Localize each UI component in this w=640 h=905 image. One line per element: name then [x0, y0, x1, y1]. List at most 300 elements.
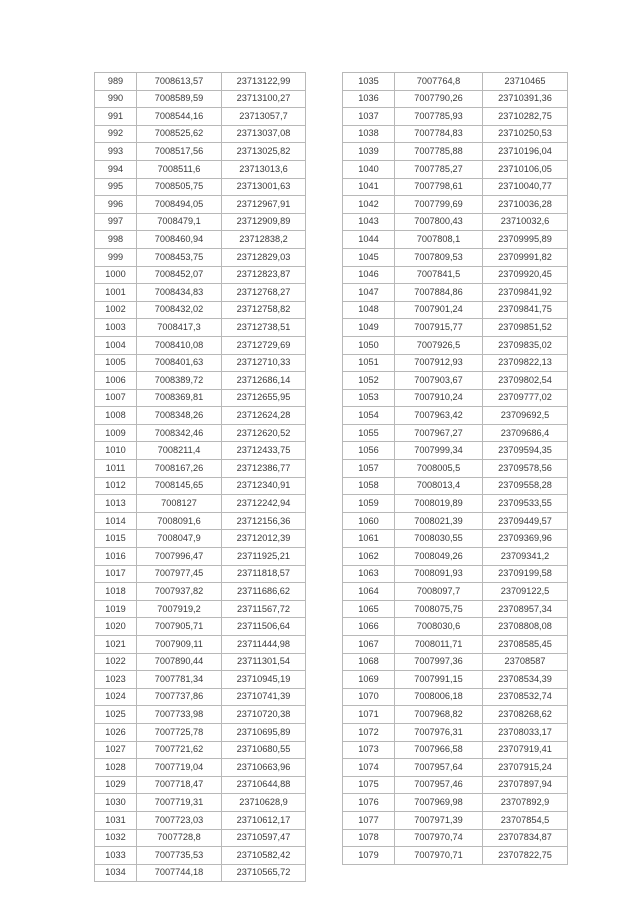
y-coordinate-cell: 23712729,69: [222, 336, 306, 354]
table-row: [95, 424, 306, 442]
point-number-cell: 1001: [95, 284, 137, 302]
x-coordinate-cell: 7007790,26: [395, 90, 483, 108]
y-coordinate-cell: 23711301,54: [222, 653, 306, 671]
table-row: [343, 73, 568, 91]
y-coordinate-cell: 23708585,45: [483, 636, 568, 654]
point-number-cell: 1055: [343, 424, 395, 442]
x-coordinate-cell: 7007719,31: [137, 794, 222, 812]
point-number-cell: 1032: [95, 829, 137, 847]
x-coordinate-cell: 7007781,34: [137, 671, 222, 689]
x-coordinate-cell: 7008091,93: [395, 565, 483, 583]
x-coordinate-cell: 7008417,3: [137, 319, 222, 337]
y-coordinate-cell: 23710612,17: [222, 811, 306, 829]
point-number-cell: 1019: [95, 600, 137, 618]
y-coordinate-cell: 23711925,21: [222, 548, 306, 566]
point-number-cell: 998: [95, 231, 137, 249]
x-coordinate-cell: 7008479,1: [137, 213, 222, 231]
point-number-cell: 994: [95, 160, 137, 178]
point-number-cell: 1064: [343, 583, 395, 601]
point-number-cell: 1054: [343, 407, 395, 425]
x-coordinate-cell: 7007970,74: [395, 829, 483, 847]
point-number-cell: 1046: [343, 266, 395, 284]
coordinates-table-right: [342, 72, 568, 865]
y-coordinate-cell: 23709920,45: [483, 266, 568, 284]
y-coordinate-cell: 23709841,75: [483, 301, 568, 319]
table-row: [343, 653, 568, 671]
x-coordinate-cell: 7008091,6: [137, 512, 222, 530]
x-coordinate-cell: 7008030,6: [395, 618, 483, 636]
table-row: [95, 372, 306, 390]
table-row: [343, 90, 568, 108]
table-row: [343, 618, 568, 636]
x-coordinate-cell: 7008075,75: [395, 600, 483, 618]
point-number-cell: 1079: [343, 847, 395, 865]
y-coordinate-cell: 23711506,64: [222, 618, 306, 636]
point-number-cell: 1021: [95, 636, 137, 654]
table-row: [95, 354, 306, 372]
table-row: [95, 389, 306, 407]
x-coordinate-cell: 7007919,2: [137, 600, 222, 618]
x-coordinate-cell: 7008013,4: [395, 477, 483, 495]
y-coordinate-cell: 23712620,52: [222, 424, 306, 442]
x-coordinate-cell: 7007991,15: [395, 671, 483, 689]
y-coordinate-cell: 23709341,2: [483, 548, 568, 566]
table-row: [343, 741, 568, 759]
point-number-cell: 1074: [343, 759, 395, 777]
table-row: [343, 759, 568, 777]
y-coordinate-cell: 23712340,91: [222, 477, 306, 495]
y-coordinate-cell: 23708268,62: [483, 706, 568, 724]
table-row: [95, 565, 306, 583]
table-row: [343, 266, 568, 284]
x-coordinate-cell: 7008544,16: [137, 108, 222, 126]
table-row: [343, 636, 568, 654]
y-coordinate-cell: 23712758,82: [222, 301, 306, 319]
y-coordinate-cell: 23712909,89: [222, 213, 306, 231]
point-number-cell: 1022: [95, 653, 137, 671]
x-coordinate-cell: 7007800,43: [395, 213, 483, 231]
x-coordinate-cell: 7007957,46: [395, 776, 483, 794]
y-coordinate-cell: 23709594,35: [483, 442, 568, 460]
x-coordinate-cell: 7008432,02: [137, 301, 222, 319]
table-row: [95, 776, 306, 794]
y-coordinate-cell: 23712655,95: [222, 389, 306, 407]
y-coordinate-cell: 23712156,36: [222, 512, 306, 530]
table-row: [343, 495, 568, 513]
point-number-cell: 1040: [343, 160, 395, 178]
x-coordinate-cell: 7007926,5: [395, 336, 483, 354]
table-row: [343, 811, 568, 829]
table-row: [95, 477, 306, 495]
x-coordinate-cell: 7008145,65: [137, 477, 222, 495]
x-coordinate-cell: 7007903,67: [395, 372, 483, 390]
x-coordinate-cell: 7007937,82: [137, 583, 222, 601]
table-row: [95, 178, 306, 196]
point-number-cell: 1078: [343, 829, 395, 847]
table-row: [95, 706, 306, 724]
y-coordinate-cell: 23710282,75: [483, 108, 568, 126]
point-number-cell: 1075: [343, 776, 395, 794]
y-coordinate-cell: 23709122,5: [483, 583, 568, 601]
y-coordinate-cell: 23710663,96: [222, 759, 306, 777]
x-coordinate-cell: 7008005,5: [395, 460, 483, 478]
y-coordinate-cell: 23709841,92: [483, 284, 568, 302]
point-number-cell: 1018: [95, 583, 137, 601]
y-coordinate-cell: 23710741,39: [222, 688, 306, 706]
x-coordinate-cell: 7007970,71: [395, 847, 483, 865]
table-row: [95, 460, 306, 478]
point-number-cell: 1007: [95, 389, 137, 407]
table-row: [343, 108, 568, 126]
x-coordinate-cell: 7007901,24: [395, 301, 483, 319]
x-coordinate-cell: 7008019,89: [395, 495, 483, 513]
point-number-cell: 1060: [343, 512, 395, 530]
x-coordinate-cell: 7007721,62: [137, 741, 222, 759]
coordinates-table-left: [94, 72, 306, 882]
table-row: [95, 512, 306, 530]
x-coordinate-cell: 7007728,8: [137, 829, 222, 847]
point-number-cell: 1059: [343, 495, 395, 513]
table-row: [343, 671, 568, 689]
point-number-cell: 995: [95, 178, 137, 196]
table-row: [343, 389, 568, 407]
point-number-cell: 992: [95, 125, 137, 143]
point-number-cell: 1065: [343, 600, 395, 618]
y-coordinate-cell: 23711567,72: [222, 600, 306, 618]
table-row: [95, 442, 306, 460]
x-coordinate-cell: 7007912,93: [395, 354, 483, 372]
table-body: [95, 73, 306, 882]
table-row: [95, 723, 306, 741]
y-coordinate-cell: 23708033,17: [483, 723, 568, 741]
x-coordinate-cell: 7007725,78: [137, 723, 222, 741]
point-number-cell: 1072: [343, 723, 395, 741]
table-row: [343, 231, 568, 249]
table-row: [95, 671, 306, 689]
point-number-cell: 997: [95, 213, 137, 231]
point-number-cell: 1071: [343, 706, 395, 724]
x-coordinate-cell: 7007890,44: [137, 653, 222, 671]
table-row: [343, 583, 568, 601]
table-row: [95, 495, 306, 513]
point-number-cell: 1037: [343, 108, 395, 126]
point-number-cell: 1070: [343, 688, 395, 706]
y-coordinate-cell: 23708957,34: [483, 600, 568, 618]
y-coordinate-cell: 23710720,38: [222, 706, 306, 724]
point-number-cell: 1010: [95, 442, 137, 460]
x-coordinate-cell: 7008011,71: [395, 636, 483, 654]
point-number-cell: 1050: [343, 336, 395, 354]
point-number-cell: 1023: [95, 671, 137, 689]
y-coordinate-cell: 23712838,2: [222, 231, 306, 249]
x-coordinate-cell: 7008342,46: [137, 424, 222, 442]
y-coordinate-cell: 23713122,99: [222, 73, 306, 91]
point-number-cell: 1036: [343, 90, 395, 108]
y-coordinate-cell: 23709851,52: [483, 319, 568, 337]
point-number-cell: 1043: [343, 213, 395, 231]
y-coordinate-cell: 23710945,19: [222, 671, 306, 689]
y-coordinate-cell: 23710032,6: [483, 213, 568, 231]
table-row: [95, 548, 306, 566]
y-coordinate-cell: 23713025,82: [222, 143, 306, 161]
x-coordinate-cell: 7008167,26: [137, 460, 222, 478]
table-row: [95, 248, 306, 266]
point-number-cell: 1009: [95, 424, 137, 442]
x-coordinate-cell: 7007737,86: [137, 688, 222, 706]
y-coordinate-cell: 23708587: [483, 653, 568, 671]
y-coordinate-cell: 23709369,96: [483, 530, 568, 548]
table-row: [343, 600, 568, 618]
x-coordinate-cell: 7007798,61: [395, 178, 483, 196]
y-coordinate-cell: 23710250,53: [483, 125, 568, 143]
y-coordinate-cell: 23707919,41: [483, 741, 568, 759]
point-number-cell: 1020: [95, 618, 137, 636]
table-row: [343, 829, 568, 847]
point-number-cell: 1063: [343, 565, 395, 583]
table-row: [343, 776, 568, 794]
y-coordinate-cell: 23710644,88: [222, 776, 306, 794]
y-coordinate-cell: 23708532,74: [483, 688, 568, 706]
table-body: [343, 73, 568, 865]
y-coordinate-cell: 23712768,27: [222, 284, 306, 302]
table-row: [343, 688, 568, 706]
point-number-cell: 1073: [343, 741, 395, 759]
point-number-cell: 1004: [95, 336, 137, 354]
table-row: [95, 583, 306, 601]
table-row: [343, 336, 568, 354]
table-row: [95, 319, 306, 337]
x-coordinate-cell: 7008389,72: [137, 372, 222, 390]
point-number-cell: 1039: [343, 143, 395, 161]
table-row: [95, 125, 306, 143]
x-coordinate-cell: 7008030,55: [395, 530, 483, 548]
x-coordinate-cell: 7007733,98: [137, 706, 222, 724]
y-coordinate-cell: 23710040,77: [483, 178, 568, 196]
point-number-cell: 1069: [343, 671, 395, 689]
point-number-cell: 1015: [95, 530, 137, 548]
table-row: [343, 248, 568, 266]
y-coordinate-cell: 23707915,24: [483, 759, 568, 777]
y-coordinate-cell: 23712624,28: [222, 407, 306, 425]
x-coordinate-cell: 7007967,27: [395, 424, 483, 442]
point-number-cell: 1038: [343, 125, 395, 143]
point-number-cell: 1031: [95, 811, 137, 829]
x-coordinate-cell: 7008434,83: [137, 284, 222, 302]
point-number-cell: 996: [95, 196, 137, 214]
y-coordinate-cell: 23712242,94: [222, 495, 306, 513]
y-coordinate-cell: 23711444,98: [222, 636, 306, 654]
y-coordinate-cell: 23707892,9: [483, 794, 568, 812]
table-row: [343, 160, 568, 178]
y-coordinate-cell: 23709802,54: [483, 372, 568, 390]
y-coordinate-cell: 23713100,27: [222, 90, 306, 108]
x-coordinate-cell: 7007963,42: [395, 407, 483, 425]
y-coordinate-cell: 23707834,87: [483, 829, 568, 847]
x-coordinate-cell: 7008589,59: [137, 90, 222, 108]
table-row: [343, 477, 568, 495]
y-coordinate-cell: 23710565,72: [222, 864, 306, 882]
table-row: [95, 618, 306, 636]
y-coordinate-cell: 23710036,28: [483, 196, 568, 214]
x-coordinate-cell: 7008613,57: [137, 73, 222, 91]
point-number-cell: 1006: [95, 372, 137, 390]
x-coordinate-cell: 7008511,6: [137, 160, 222, 178]
x-coordinate-cell: 7008369,81: [137, 389, 222, 407]
table-row: [343, 407, 568, 425]
point-number-cell: 1011: [95, 460, 137, 478]
point-number-cell: 1016: [95, 548, 137, 566]
point-number-cell: 1048: [343, 301, 395, 319]
x-coordinate-cell: 7007996,47: [137, 548, 222, 566]
point-number-cell: 1025: [95, 706, 137, 724]
y-coordinate-cell: 23713001,63: [222, 178, 306, 196]
point-number-cell: 1052: [343, 372, 395, 390]
table-row: [95, 864, 306, 882]
x-coordinate-cell: 7007957,64: [395, 759, 483, 777]
y-coordinate-cell: 23713037,08: [222, 125, 306, 143]
y-coordinate-cell: 23710582,42: [222, 847, 306, 865]
table-row: [95, 829, 306, 847]
point-number-cell: 1005: [95, 354, 137, 372]
point-number-cell: 1067: [343, 636, 395, 654]
point-number-cell: 1002: [95, 301, 137, 319]
table-row: [95, 407, 306, 425]
y-coordinate-cell: 23709822,13: [483, 354, 568, 372]
y-coordinate-cell: 23709777,02: [483, 389, 568, 407]
point-number-cell: 1034: [95, 864, 137, 882]
x-coordinate-cell: 7007905,71: [137, 618, 222, 636]
y-coordinate-cell: 23709578,56: [483, 460, 568, 478]
table-row: [343, 372, 568, 390]
y-coordinate-cell: 23712738,51: [222, 319, 306, 337]
table-row: [343, 723, 568, 741]
table-row: [95, 108, 306, 126]
table-row: [95, 160, 306, 178]
x-coordinate-cell: 7008494,05: [137, 196, 222, 214]
table-row: [343, 530, 568, 548]
x-coordinate-cell: 7008452,07: [137, 266, 222, 284]
table-row: [343, 706, 568, 724]
table-row: [343, 301, 568, 319]
table-row: [343, 512, 568, 530]
x-coordinate-cell: 7008460,94: [137, 231, 222, 249]
y-coordinate-cell: 23709835,02: [483, 336, 568, 354]
x-coordinate-cell: 7008525,62: [137, 125, 222, 143]
x-coordinate-cell: 7007744,18: [137, 864, 222, 882]
point-number-cell: 1024: [95, 688, 137, 706]
x-coordinate-cell: 7007785,88: [395, 143, 483, 161]
y-coordinate-cell: 23709449,57: [483, 512, 568, 530]
x-coordinate-cell: 7008047,9: [137, 530, 222, 548]
table-row: [95, 847, 306, 865]
x-coordinate-cell: 7007884,86: [395, 284, 483, 302]
x-coordinate-cell: 7007968,82: [395, 706, 483, 724]
point-number-cell: 1042: [343, 196, 395, 214]
table-row: [95, 143, 306, 161]
x-coordinate-cell: 7007809,53: [395, 248, 483, 266]
x-coordinate-cell: 7007841,5: [395, 266, 483, 284]
x-coordinate-cell: 7007976,31: [395, 723, 483, 741]
y-coordinate-cell: 23712012,39: [222, 530, 306, 548]
point-number-cell: 1003: [95, 319, 137, 337]
point-number-cell: 1008: [95, 407, 137, 425]
table-row: [343, 196, 568, 214]
x-coordinate-cell: 7008021,39: [395, 512, 483, 530]
y-coordinate-cell: 23710695,89: [222, 723, 306, 741]
x-coordinate-cell: 7007719,04: [137, 759, 222, 777]
x-coordinate-cell: 7008453,75: [137, 248, 222, 266]
y-coordinate-cell: 23710628,9: [222, 794, 306, 812]
y-coordinate-cell: 23707897,94: [483, 776, 568, 794]
y-coordinate-cell: 23712823,87: [222, 266, 306, 284]
x-coordinate-cell: 7007785,27: [395, 160, 483, 178]
x-coordinate-cell: 7008049,26: [395, 548, 483, 566]
point-number-cell: 1057: [343, 460, 395, 478]
y-coordinate-cell: 23712686,14: [222, 372, 306, 390]
point-number-cell: 1033: [95, 847, 137, 865]
point-number-cell: 1068: [343, 653, 395, 671]
point-number-cell: 1053: [343, 389, 395, 407]
y-coordinate-cell: 23712967,91: [222, 196, 306, 214]
x-coordinate-cell: 7007969,98: [395, 794, 483, 812]
point-number-cell: 1076: [343, 794, 395, 812]
x-coordinate-cell: 7008348,26: [137, 407, 222, 425]
table-row: [343, 319, 568, 337]
point-number-cell: 990: [95, 90, 137, 108]
point-number-cell: 999: [95, 248, 137, 266]
y-coordinate-cell: 23707822,75: [483, 847, 568, 865]
x-coordinate-cell: 7007909,11: [137, 636, 222, 654]
y-coordinate-cell: 23710391,36: [483, 90, 568, 108]
point-number-cell: 1017: [95, 565, 137, 583]
table-row: [95, 196, 306, 214]
table-row: [95, 600, 306, 618]
x-coordinate-cell: 7007915,77: [395, 319, 483, 337]
table-row: [343, 424, 568, 442]
point-number-cell: 1014: [95, 512, 137, 530]
point-number-cell: 991: [95, 108, 137, 126]
table-row: [343, 284, 568, 302]
table-row: [343, 794, 568, 812]
table-row: [343, 548, 568, 566]
point-number-cell: 1030: [95, 794, 137, 812]
table-row: [95, 653, 306, 671]
y-coordinate-cell: 23713013,6: [222, 160, 306, 178]
point-number-cell: 1027: [95, 741, 137, 759]
table-row: [95, 336, 306, 354]
y-coordinate-cell: 23712386,77: [222, 460, 306, 478]
point-number-cell: 1061: [343, 530, 395, 548]
table-row: [95, 213, 306, 231]
table-row: [95, 688, 306, 706]
table-row: [343, 847, 568, 865]
x-coordinate-cell: 7008006,18: [395, 688, 483, 706]
table-row: [95, 759, 306, 777]
point-number-cell: 1058: [343, 477, 395, 495]
table-row: [343, 178, 568, 196]
point-number-cell: 1049: [343, 319, 395, 337]
x-coordinate-cell: 7008401,63: [137, 354, 222, 372]
x-coordinate-cell: 7007971,39: [395, 811, 483, 829]
y-coordinate-cell: 23710680,55: [222, 741, 306, 759]
table-row: [95, 530, 306, 548]
y-coordinate-cell: 23713057,7: [222, 108, 306, 126]
point-number-cell: 1041: [343, 178, 395, 196]
x-coordinate-cell: 7007735,53: [137, 847, 222, 865]
point-number-cell: 989: [95, 73, 137, 91]
y-coordinate-cell: 23709199,58: [483, 565, 568, 583]
y-coordinate-cell: 23709686,4: [483, 424, 568, 442]
